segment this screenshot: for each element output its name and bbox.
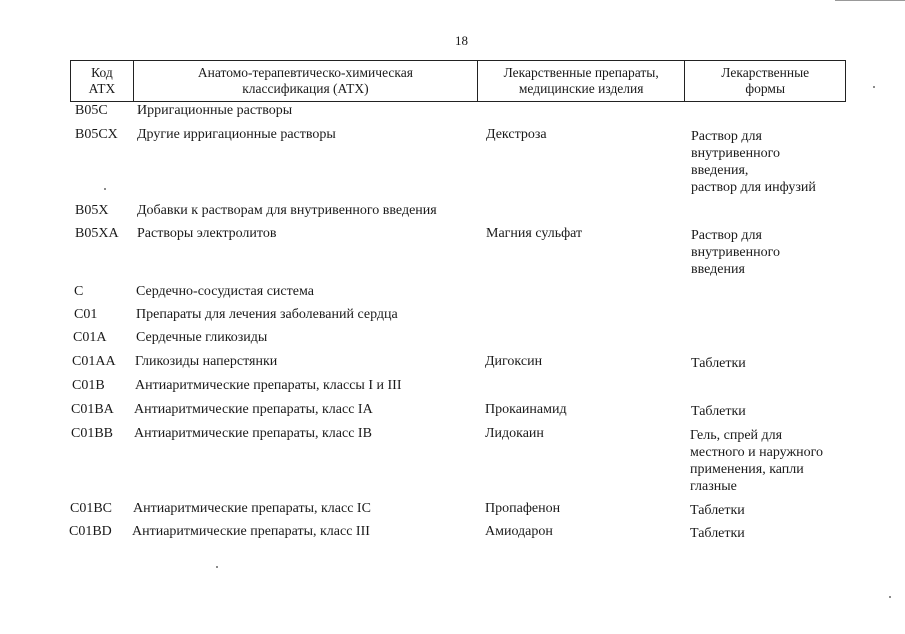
row-name: Гликозиды наперстянки [135,354,278,369]
row-code: C01 [74,307,98,322]
row-code: C01AA [72,354,116,369]
row-drug: Лидокаин [485,426,544,441]
header-code-cell [71,61,134,101]
header-form-label: Лекарственные формы [721,65,810,96]
row-code: B05X [75,203,109,218]
row-name: Препараты для лечения заболеваний сердца [136,307,398,322]
row-drug: Амиодарон [485,524,553,539]
scan-speck [104,188,106,190]
scan-edge-mark [835,0,905,3]
header-atc-cell [134,61,478,101]
row-form: Таблетки [691,356,746,371]
row-code: B05C [75,103,108,118]
header-drug-label: Лекарственные препараты, медицинские изделия [503,65,659,96]
row-form: Таблетки [690,503,745,518]
row-code: C01BC [70,501,113,516]
row-drug: Пропафенон [485,501,561,516]
row-drug: Прокаинамид [485,402,567,417]
row-code: C01BA [71,402,114,417]
row-name: Сердечные гликозиды [136,330,268,345]
row-code: B05XA [75,226,119,241]
scan-speck [873,86,875,88]
scan-speck [216,566,218,568]
row-name: Антиаритмические препараты, классы I и III [135,378,402,393]
row-code: C [74,284,84,299]
row-code: C01BB [71,426,114,441]
row-name: Антиаритмические препараты, класс IC [133,501,371,516]
header-atc-label: Анатомо-терапевтическо-химическая классификация (АТХ) [197,65,413,96]
row-form: Раствор для внутривенного введения, раствор для инфузий [691,129,816,195]
row-form: Таблетки [690,526,745,541]
row-name: Антиаритмические препараты, класс IA [134,402,373,417]
row-drug: Декстроза [486,127,547,142]
row-name: Ирригационные растворы [137,103,293,118]
row-name: Растворы электролитов [137,226,277,241]
header-drug-cell [478,61,685,101]
page-number: 18 [455,33,468,48]
row-name: Сердечно-сосудистая система [136,284,314,299]
row-name: Добавки к растворам для внутривенного введения [137,203,437,218]
row-name: Антиаритмические препараты, класс IB [134,426,372,441]
row-code: B05CX [75,127,118,142]
row-drug: Магния сульфат [486,226,583,241]
table-header [70,60,846,102]
scan-speck [889,596,891,598]
row-name: Антиаритмические препараты, класс III [132,524,370,539]
header-code-label: Код АТХ [88,65,116,96]
header-form-cell [685,61,845,101]
row-code: C01BD [69,524,112,539]
row-form: Таблетки [691,404,746,419]
row-form: Раствор для внутривенного введения [691,228,781,277]
row-code: C01A [73,330,107,345]
row-form: Гель, спрей для местного и наружного применения, капли глазные [690,428,824,494]
row-name: Другие ирригационные растворы [137,127,336,142]
row-code: C01B [72,378,105,393]
row-drug: Дигоксин [485,354,543,369]
